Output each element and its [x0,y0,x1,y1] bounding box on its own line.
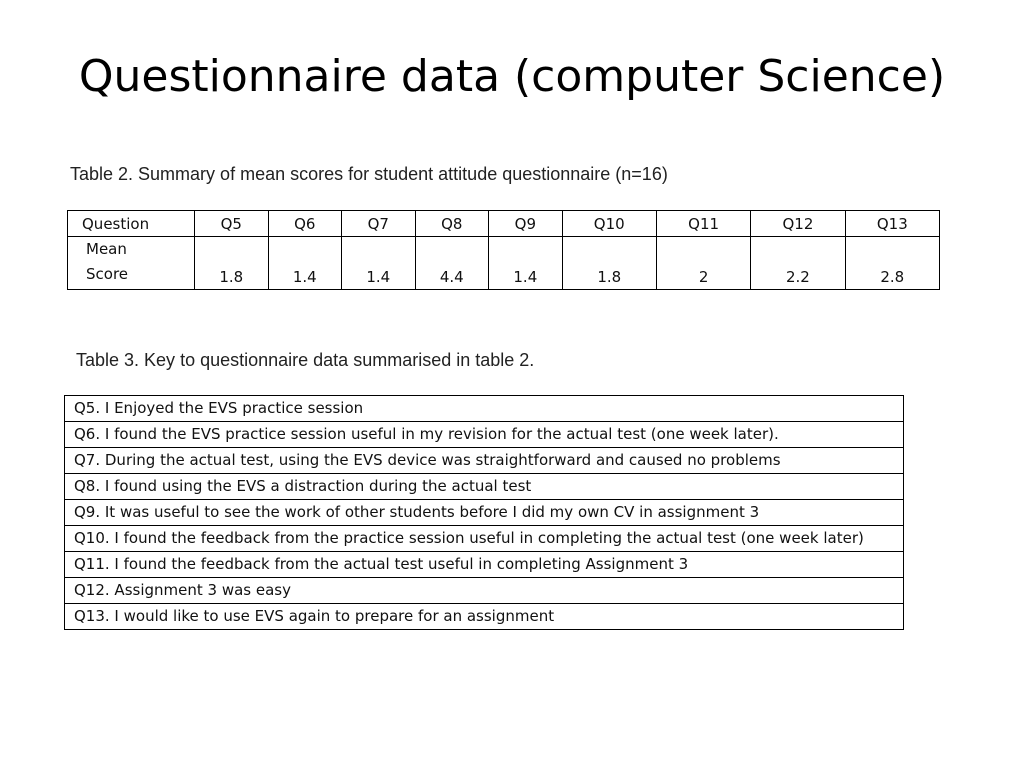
key-row-text: Q11. I found the feedback from the actual test useful in completing Assignment 3 [65,552,904,578]
mean-label-line2: Score [86,265,129,283]
question-header-cell: Q12 [751,211,845,237]
key-row-text: Q12. Assignment 3 was easy [65,578,904,604]
question-header-label: Question [68,211,195,237]
question-header-cell: Q7 [342,211,416,237]
key-row-text: Q13. I would like to use EVS again to prepare for an assignment [65,604,904,630]
table2-caption: Table 2. Summary of mean scores for student attitude questionnaire (n=16) [70,164,668,184]
key-row [65,552,904,578]
mean-score-cell: 1.8 [195,237,269,290]
mean-score-cell: 1.4 [489,237,563,290]
mean-score-cell: 4.4 [415,237,489,290]
question-header-row [68,211,940,237]
key-row-text: Q8. I found using the EVS a distraction during the actual test [65,474,904,500]
mean-score-cell: 1.4 [268,237,342,290]
question-header-cell: Q11 [656,211,750,237]
question-header-cell: Q5 [195,211,269,237]
key-row-text: Q10. I found the feedback from the practice session useful in completing the actual test (one week later) [65,526,904,552]
mean-scores-table [67,210,940,290]
mean-score-cell: 2 [656,237,750,290]
mean-score-row [68,237,940,290]
key-row [65,396,904,422]
mean-score-cell: 2.2 [751,237,845,290]
mean-score-cell: 1.4 [342,237,416,290]
key-row [65,448,904,474]
table3-caption: Table 3. Key to questionnaire data summarised in table 2. [76,350,535,370]
question-header-cell: Q9 [489,211,563,237]
question-header-cell: Q6 [268,211,342,237]
mean-label-line1: Mean [86,240,127,258]
mean-score-cell: 2.8 [845,237,939,290]
question-header-cell: Q13 [845,211,939,237]
key-row-text: Q5. I Enjoyed the EVS practice session [65,396,904,422]
key-row-text: Q9. It was useful to see the work of other students before I did my own CV in assignment 3 [65,500,904,526]
key-row [65,604,904,630]
key-row [65,474,904,500]
mean-score-label [68,237,195,290]
slide-title: Questionnaire data (computer Science) [78,51,946,102]
question-header-cell: Q8 [415,211,489,237]
mean-score-cell: 1.8 [562,237,656,290]
key-row [65,422,904,448]
key-row [65,500,904,526]
key-row [65,578,904,604]
questionnaire-key-table [64,395,904,630]
key-row [65,526,904,552]
question-header-cell: Q10 [562,211,656,237]
key-row-text: Q7. During the actual test, using the EVS device was straightforward and caused no problems [65,448,904,474]
key-row-text: Q6. I found the EVS practice session useful in my revision for the actual test (one week later). [65,422,904,448]
